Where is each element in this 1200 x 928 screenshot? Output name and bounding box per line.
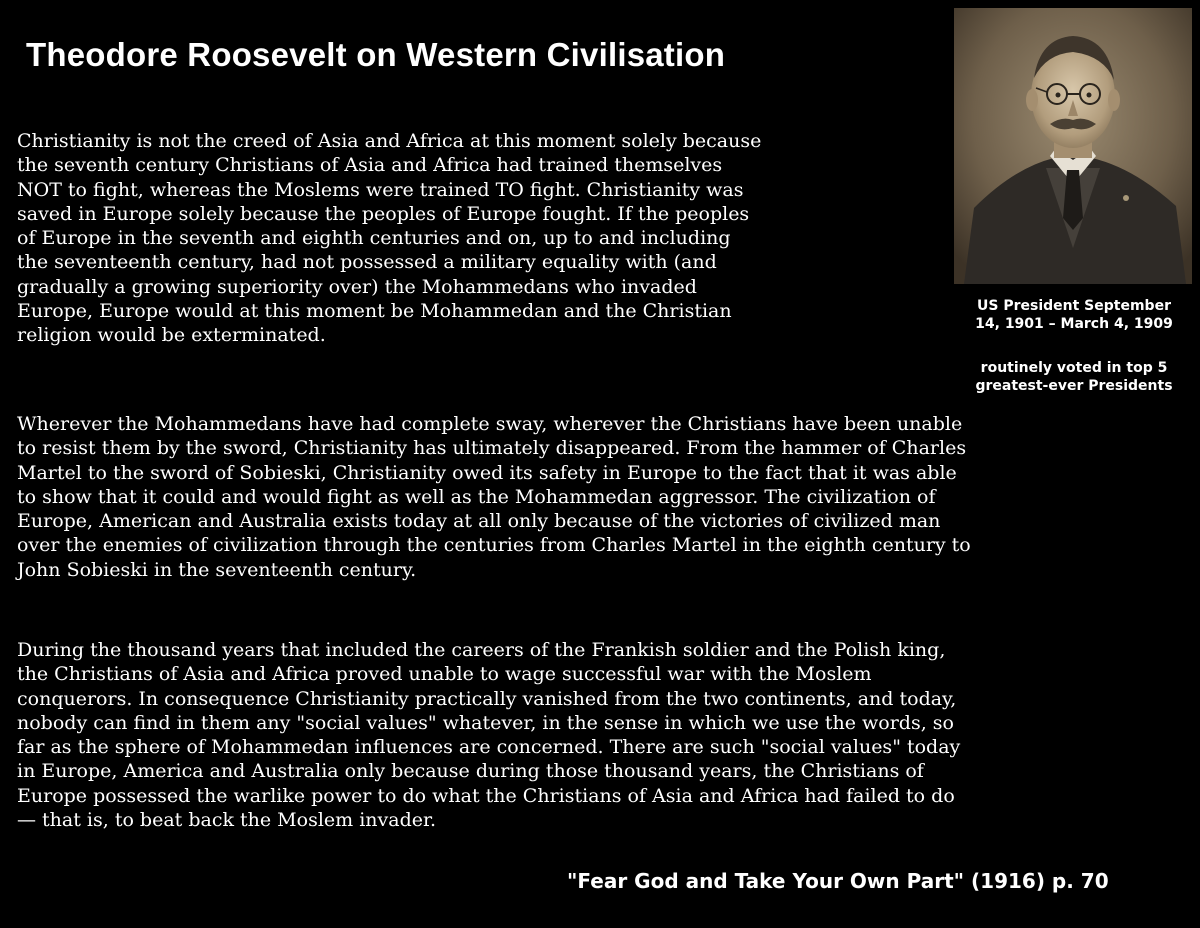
quote-line: conquerors. In consequence Christianity practically vanished from the two continents, and today, [17, 687, 957, 710]
quote-line: saved in Europe solely because the peoples of Europe fought. If the peoples [17, 202, 750, 225]
quote-line: to resist them by the sword, Christianity has ultimately disappeared. From the hammer of Charles [17, 437, 967, 460]
quote-line: Europe, American and Australia exists today at all only because of the victories of civilized man [17, 510, 941, 533]
quote-line: over the enemies of civilization through the centuries from Charles Martel in the eighth century to [17, 534, 971, 557]
caption-rank-line-1: routinely voted in top 5 [980, 360, 1168, 376]
quote-line: the seventh century Christians of Asia and Africa had trained themselves [17, 154, 723, 177]
quote-paragraph-2 [17, 412, 1197, 582]
quote-line: John Sobieski in the seventeenth century. [17, 558, 417, 581]
quote-line: the seventeenth century, had not possessed a military equality with (and [17, 251, 717, 274]
page-title: Theodore Roosevelt on Western Civilisation [26, 36, 726, 73]
quote-line: Christianity is not the creed of Asia and Africa at this moment solely because [17, 130, 762, 152]
quote-line: far as the sphere of Mohammedan influences are concerned. There are such "social values" today [17, 736, 961, 759]
quote-line: — that is, to beat back the Moslem invader. [17, 809, 437, 832]
quote-line: Wherever the Mohammedans have had complete sway, wherever the Christians have been unable [17, 413, 963, 435]
quote-line: Martel to the sword of Sobieski, Christianity owed its safety in Europe to the fact that it was able [17, 461, 957, 484]
quote-paragraph-1 [17, 129, 952, 348]
quote-line: Europe, Europe would at this moment be Mohammedan and the Christian [17, 300, 732, 323]
quote-line: the Christians of Asia and Africa proved unable to wage successful war with the Moslem [17, 663, 872, 686]
presidential-term-caption [952, 297, 1196, 333]
caption-term-line-1: US President September [977, 298, 1171, 314]
caption-term-line-2: 14, 1901 – March 4, 1909 [975, 316, 1173, 332]
quote-line: religion would be exterminated. [17, 324, 326, 347]
portrait-illustration [954, 8, 1192, 284]
quote-line: in Europe, America and Australia only because during those thousand years, the Christians of [17, 760, 924, 783]
quote-line: nobody can find in them any "social values" whatever, in the sense in which we use the words, so [17, 711, 954, 734]
quote-line: During the thousand years that included the careers of the Frankish soldier and the Polish king, [17, 639, 946, 661]
source-citation: "Fear God and Take Your Own Part" (1916) p. 70 [567, 869, 1109, 893]
quote-line: to show that it could and would fight as well as the Mohammedan aggressor. The civilization of [17, 485, 936, 508]
quote-paragraph-3 [17, 638, 1197, 832]
caption-rank-line-2: greatest-ever Presidents [975, 378, 1173, 394]
quote-line: gradually a growing superiority over) the Mohammedans who invaded [17, 275, 697, 298]
quote-line: Europe possessed the warlike power to do what the Christians of Asia and Africa had failed to do [17, 784, 955, 807]
ranking-caption [952, 359, 1196, 395]
portrait-photo [954, 8, 1192, 284]
quote-line: of Europe in the seventh and eighth centuries and on, up to and including [17, 227, 731, 250]
quote-line: NOT to fight, whereas the Moslems were trained TO fight. Christianity was [17, 178, 744, 201]
